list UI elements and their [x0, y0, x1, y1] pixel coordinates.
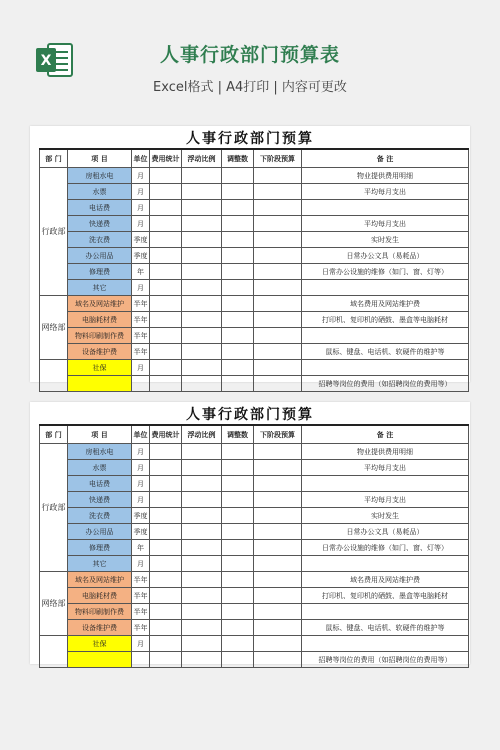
note-cell	[302, 280, 469, 296]
unit-cell: 月	[132, 184, 150, 200]
table-row	[40, 460, 469, 476]
note-cell: 招聘等岗位的费用（如招聘岗位的费用等）	[302, 652, 469, 668]
table-row	[40, 604, 469, 620]
item-cell: 修理费	[68, 540, 132, 556]
column-header: 费用统计	[150, 149, 182, 168]
table-row	[40, 216, 469, 232]
excel-icon-letter: X	[40, 53, 52, 69]
dept-cell: 网络部	[40, 296, 68, 360]
item-cell: 办公用品	[68, 524, 132, 540]
note-cell: 日常办公文具（易耗品）	[302, 248, 469, 264]
page-title: 人事行政部门预算表	[159, 44, 340, 66]
note-cell: 打印机、复印机的硒鼓、墨盒等电脑耗材	[302, 312, 469, 328]
unit-cell: 半年	[132, 620, 150, 636]
unit-cell: 季度	[132, 232, 150, 248]
unit-cell: 月	[132, 168, 150, 184]
table-row	[40, 360, 469, 376]
item-cell: 域名及网站维护	[68, 572, 132, 588]
unit-cell: 月	[132, 492, 150, 508]
item-cell: 快递费	[68, 216, 132, 232]
table-row	[40, 296, 469, 312]
item-cell	[68, 376, 132, 392]
item-cell: 水票	[68, 184, 132, 200]
note-cell: 鼠标、键盘、电话机、软硬件的维护等	[302, 620, 469, 636]
column-header: 部 门	[40, 425, 68, 444]
item-cell: 修理费	[68, 264, 132, 280]
column-header: 下阶段预算	[254, 149, 302, 168]
column-header: 浮动比例	[182, 149, 222, 168]
dept-cell: 行政部	[40, 168, 68, 296]
item-cell: 社保	[68, 360, 132, 376]
table-row	[40, 636, 469, 652]
unit-cell: 季度	[132, 524, 150, 540]
item-cell: 快递费	[68, 492, 132, 508]
item-cell: 其它	[68, 556, 132, 572]
table-row	[40, 200, 469, 216]
item-cell: 洗衣费	[68, 232, 132, 248]
column-header: 调整数	[222, 425, 254, 444]
note-cell	[302, 636, 469, 652]
unit-cell: 季度	[132, 508, 150, 524]
item-cell: 水票	[68, 460, 132, 476]
unit-cell: 月	[132, 200, 150, 216]
note-cell: 域名费用及网站维护费	[302, 572, 469, 588]
table-row	[40, 524, 469, 540]
table-row	[40, 312, 469, 328]
unit-cell: 月	[132, 444, 150, 460]
item-cell: 电话费	[68, 476, 132, 492]
unit-cell: 月	[132, 476, 150, 492]
table-row	[40, 280, 469, 296]
note-cell: 日常办公设施的维修（如门、窗、灯等）	[302, 264, 469, 280]
item-cell: 电话费	[68, 200, 132, 216]
table-row	[40, 344, 469, 360]
column-header: 单位	[132, 149, 150, 168]
table-row	[40, 476, 469, 492]
column-header: 单位	[132, 425, 150, 444]
note-cell: 物业提供费用明细	[302, 444, 469, 460]
budget-table	[39, 424, 469, 668]
page-subtitle: Excel格式 | A4打印 | 内容可更改	[153, 80, 347, 95]
item-cell: 域名及网站维护	[68, 296, 132, 312]
table-row	[40, 508, 469, 524]
column-header: 项 目	[68, 149, 132, 168]
table-row	[40, 232, 469, 248]
column-header: 备 注	[302, 425, 469, 444]
dept-cell: 网络部	[40, 572, 68, 636]
item-cell: 设备维护费	[68, 620, 132, 636]
table-row	[40, 444, 469, 460]
note-cell	[302, 476, 469, 492]
table-row	[40, 652, 469, 668]
table-row	[40, 248, 469, 264]
note-cell: 实时发生	[302, 232, 469, 248]
item-cell: 物料印刷制作费	[68, 604, 132, 620]
note-cell: 平均每月支出	[302, 492, 469, 508]
table-header-row	[40, 149, 469, 168]
note-cell: 平均每月支出	[302, 460, 469, 476]
note-cell: 日常办公文具（易耗品）	[302, 524, 469, 540]
unit-cell: 季度	[132, 248, 150, 264]
unit-cell: 半年	[132, 572, 150, 588]
unit-cell: 月	[132, 636, 150, 652]
note-cell	[302, 556, 469, 572]
table-row	[40, 168, 469, 184]
item-cell	[68, 652, 132, 668]
column-header: 项 目	[68, 425, 132, 444]
item-cell: 房租水电	[68, 444, 132, 460]
unit-cell: 半年	[132, 328, 150, 344]
dept-cell: 行政部	[40, 444, 68, 572]
unit-cell: 半年	[132, 344, 150, 360]
note-cell: 平均每月支出	[302, 216, 469, 232]
note-cell: 打印机、复印机的硒鼓、墨盒等电脑耗材	[302, 588, 469, 604]
column-header: 备 注	[302, 149, 469, 168]
item-cell: 其它	[68, 280, 132, 296]
table-header-row	[40, 425, 469, 444]
item-cell: 办公用品	[68, 248, 132, 264]
item-cell: 洗衣费	[68, 508, 132, 524]
note-cell: 域名费用及网站维护费	[302, 296, 469, 312]
unit-cell: 月	[132, 280, 150, 296]
table-row	[40, 184, 469, 200]
unit-cell: 半年	[132, 588, 150, 604]
table-row	[40, 328, 469, 344]
note-cell: 鼠标、键盘、电话机、软硬件的维护等	[302, 344, 469, 360]
unit-cell: 年	[132, 264, 150, 280]
note-cell: 实时发生	[302, 508, 469, 524]
page-header	[0, 0, 500, 110]
note-cell	[302, 604, 469, 620]
item-cell: 电脑耗材费	[68, 312, 132, 328]
unit-cell	[132, 376, 150, 392]
unit-cell: 年	[132, 540, 150, 556]
column-header: 费用统计	[150, 425, 182, 444]
item-cell: 电脑耗材费	[68, 588, 132, 604]
table-row	[40, 492, 469, 508]
unit-cell: 月	[132, 360, 150, 376]
unit-cell: 月	[132, 460, 150, 476]
column-header: 调整数	[222, 149, 254, 168]
table-row	[40, 376, 469, 392]
table-row	[40, 572, 469, 588]
budget-table	[39, 148, 469, 392]
note-cell: 日常办公设施的维修（如门、窗、灯等）	[302, 540, 469, 556]
item-cell: 设备维护费	[68, 344, 132, 360]
item-cell: 物料印刷制作费	[68, 328, 132, 344]
table-row	[40, 588, 469, 604]
unit-cell: 半年	[132, 604, 150, 620]
unit-cell: 月	[132, 556, 150, 572]
item-cell: 房租水电	[68, 168, 132, 184]
sheet-title: 人事行政部门预算	[186, 407, 314, 423]
column-header: 浮动比例	[182, 425, 222, 444]
note-cell: 招聘等岗位的费用（如招聘岗位的费用等）	[302, 376, 469, 392]
column-header: 下阶段预算	[254, 425, 302, 444]
note-cell	[302, 200, 469, 216]
table-row	[40, 264, 469, 280]
table-row	[40, 556, 469, 572]
unit-cell: 月	[132, 216, 150, 232]
note-cell	[302, 328, 469, 344]
sheet-title: 人事行政部门预算	[186, 131, 314, 147]
table-row	[40, 540, 469, 556]
unit-cell: 半年	[132, 312, 150, 328]
sheet-preview-1	[30, 126, 470, 388]
note-cell	[302, 360, 469, 376]
item-cell: 社保	[68, 636, 132, 652]
note-cell: 物业提供费用明细	[302, 168, 469, 184]
note-cell: 平均每月支出	[302, 184, 469, 200]
column-header: 部 门	[40, 149, 68, 168]
sheet-preview-2	[30, 402, 470, 664]
unit-cell: 半年	[132, 296, 150, 312]
unit-cell	[132, 652, 150, 668]
table-row	[40, 620, 469, 636]
